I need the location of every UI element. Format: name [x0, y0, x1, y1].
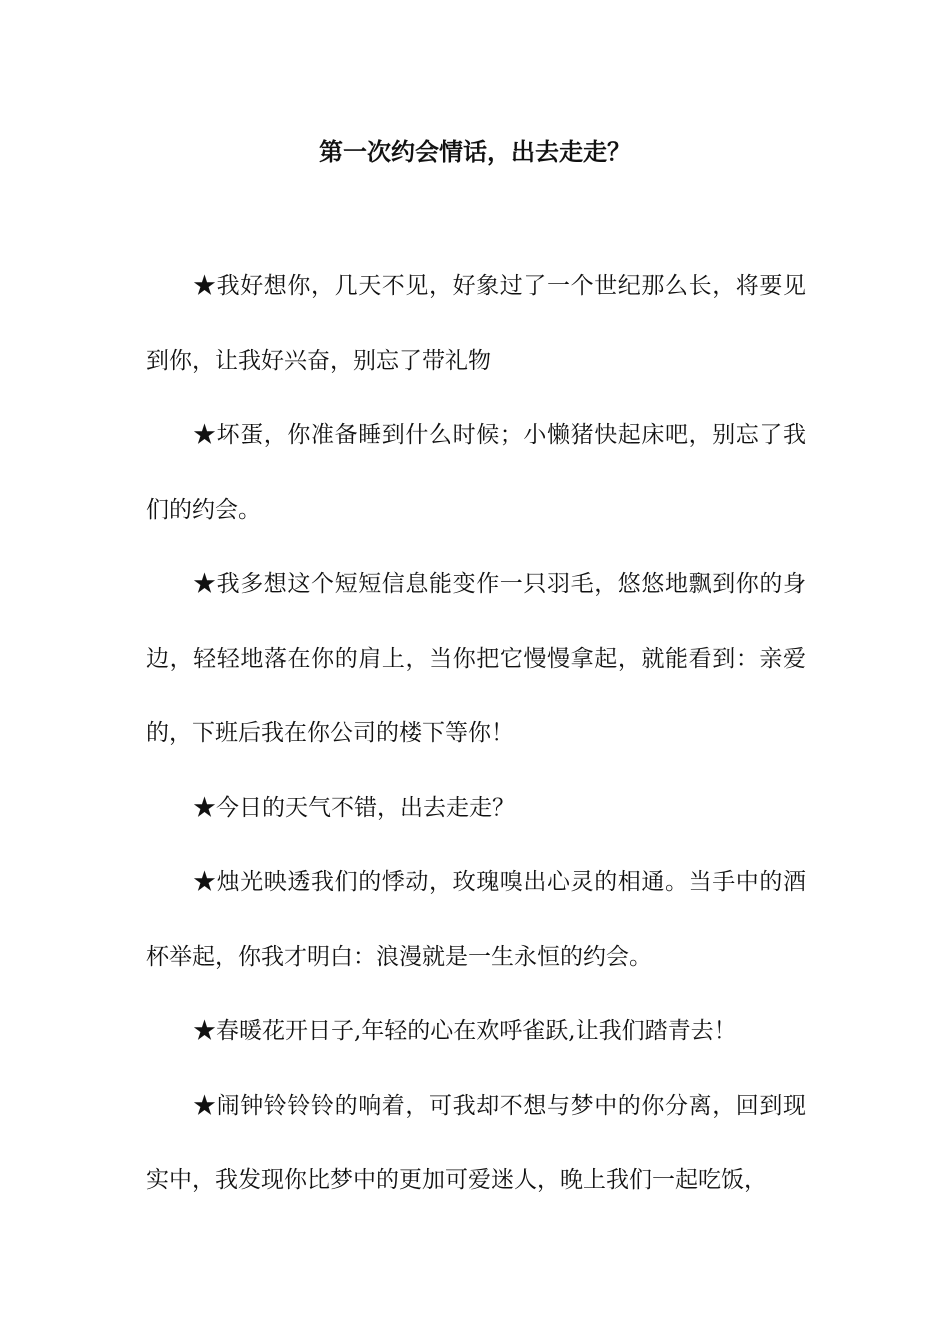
paragraph-4: ★今日的天气不错，出去走走？	[193, 794, 515, 821]
document-body	[146, 249, 806, 1218]
paragraph-7: ★闹钟铃铃铃的响着，可我却不想与梦中的你分离，回到现实中，我发现你比梦中的更加可爱迷人，晚上我们一起吃饭，	[146, 1092, 806, 1193]
paragraph-2: ★坏蛋，你准备睡到什么时候；小懒猪快起床吧，别忘了我们的约会。	[146, 422, 806, 523]
paragraph-5: ★烛光映透我们的悸动，玫瑰嗅出心灵的相通。当手中的酒杯举起，你我才明白：浪漫就是一生永恒的约会。	[146, 869, 806, 970]
paragraph-3: ★我多想这个短短信息能变作一只羽毛，悠悠地飘到你的身边，轻轻地落在你的肩上，当你把它慢慢拿起，就能看到：亲爱的，下班后我在你公司的楼下等你！	[146, 571, 806, 746]
document-title: 第一次约会情话，出去走走？	[319, 137, 631, 166]
paragraph-6: ★春暖花开日子,年轻的心在欢呼雀跃,让我们踏青去！	[193, 1018, 737, 1044]
paragraph-1: ★我好想你，几天不见，好象过了一个世纪那么长，将要见到你，让我好兴奋，别忘了带礼物	[146, 273, 806, 374]
